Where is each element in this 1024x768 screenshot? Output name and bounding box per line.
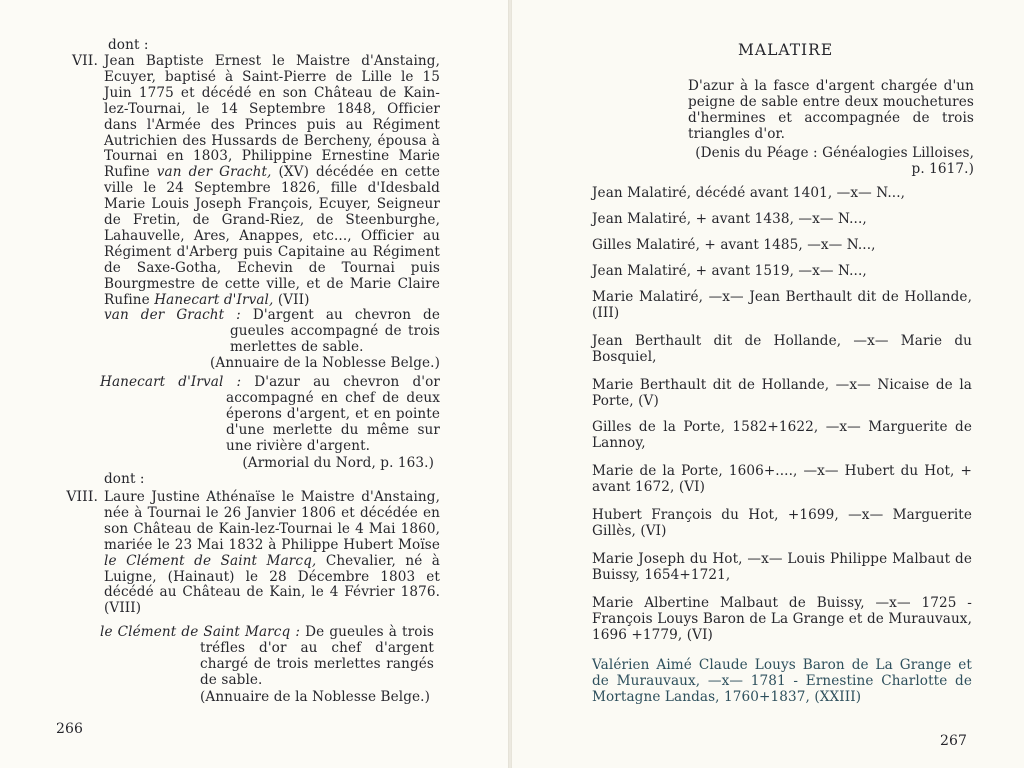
page-number-right: 267	[940, 733, 968, 749]
lineage-entry: Valérien Aimé Claude Louys Baron de La Grange et de Murauvaux, —x— 1781 - Ernestine Charlotte de Mortagne Landas, 1760+1837, (XXIII)	[592, 657, 972, 705]
lineage-entry: Marie Joseph du Hot, —x— Louis Philippe Malbaut de Buissy, 1654+1721,	[592, 551, 972, 583]
entry-viii	[56, 490, 440, 620]
entry-text: Jean Baptiste Ernest le Maistre d'Anstaing, Ecuyer, baptisé à Saint-Pierre de Lille le 15 Juin 1775 et décédé en son Château de Kain-lez-Tournai, le 14 Septembre 1848, Officier dans l'Armée des Princes puis au Régiment Autrichien des Hussards de Bercheny, épousa à Tournai en 1803, Philippine Ernestine Marie Rufine van der Gracht, (XV) décédée en cette ville le 24 Septembre 1826, fille d'Idesbald Marie Louis Joseph François, Ecuyer, Seigneur de Fretin, de Grand-Riez, de Steenburghe, Lahauvelle, Ares, Anappes, etc..., Officier au Régiment d'Arberg puis Capitaine au Régiment de Saxe-Gotha, Echevin de Tournai puis Bourgmestre de cette ville, et de Marie Claire Rufine Hanecart d'Irval, (VII)	[104, 53, 441, 308]
lineage-entry: Marie Albertine Malbaut de Buissy, —x— 1725 - François Louys Baron de La Grange et de Murauvaux, 1696 +1779, (VI)	[592, 595, 972, 643]
blazon-clement: le Clément de Saint Marcq : De gueules à trois tréfles d'or au chef d'argent chargé de trois merlettes rangés de sable.	[100, 624, 435, 688]
lineage-entry: Jean Malatiré, + avant 1438, —x— N...,	[592, 211, 867, 227]
lineage-entry: Jean Malatiré, + avant 1519, —x— N...,	[592, 263, 867, 279]
lineage-entry: Gilles de la Porte, 1582+1622, —x— Marguerite de Lannoy,	[592, 419, 972, 451]
lineage-entry: Marie Berthault dit de Hollande, —x— Nicaise de la Porte, (V)	[592, 377, 972, 409]
source-hanecart: (Armorial du Nord, p. 163.)	[242, 455, 434, 471]
blazon-van-der-gracht: van der Gracht : D'argent au chevron de gueules accompagné de trois merlettes de sable.	[104, 307, 440, 355]
malatire-blazon: D'azur à la fasce d'argent chargée d'un peigne de sable entre deux mouchetures d'hermines et accompagnée de trois triangles d'or.	[688, 78, 974, 142]
malatire-source: (Denis du Péage : Généalogies Lilloises, p. 1617.)	[695, 145, 974, 177]
entry-number: VII.	[71, 53, 98, 69]
family-heading: MALATIRE	[738, 41, 834, 59]
lineage-entry: Hubert François du Hot, +1699, —x— Marguerite Gillès, (VI)	[592, 507, 972, 539]
entry-number: VIII.	[66, 489, 98, 505]
blazon-hanecart: Hanecart d'Irval : D'azur au chevron d'or accompagné en chef de deux éperons d'argent, et en pointe d'une merlette du même sur une rivière d'argent.	[100, 374, 440, 454]
source-van-der-gracht: (Annuaire de la Noblesse Belge.)	[210, 355, 440, 371]
dont-label-2: dont :	[104, 471, 145, 487]
right-page	[512, 0, 1024, 768]
entry-text: Laure Justine Athénaïse le Maistre d'Anstaing, née à Tournai le 26 Janvier 1806 et décédée en son Château de Kain-lez-Tournai le 4 Mai 1860, mariée le 23 Mai 1832 à Philippe Hubert Moïse le Clément de Saint Marcq, Chevalier, né à Luigne, (Hainaut) le 28 Décembre 1803 et décédé au Château de Kain, le 4 Février 1876. (VIII)	[104, 489, 441, 617]
lineage-entry: Gilles Malatiré, + avant 1485, —x— N...,	[592, 237, 876, 253]
source-clement: (Annuaire de la Noblesse Belge.)	[200, 689, 430, 705]
lineage-entry: Jean Malatiré, décédé avant 1401, —x— N...,	[592, 185, 906, 201]
dont-label-1: dont :	[108, 37, 149, 53]
lineage-entry: Jean Berthault dit de Hollande, —x— Marie du Bosquiel,	[592, 333, 972, 365]
entry-vii	[56, 53, 441, 308]
lineage-entry: Marie de la Porte, 1606+...., —x— Hubert du Hot, + avant 1672, (VI)	[592, 463, 972, 495]
page-number-left: 266	[56, 721, 84, 737]
left-page	[0, 0, 508, 768]
lineage-entry: Marie Malatiré, —x— Jean Berthault dit de Hollande, (III)	[592, 289, 972, 321]
